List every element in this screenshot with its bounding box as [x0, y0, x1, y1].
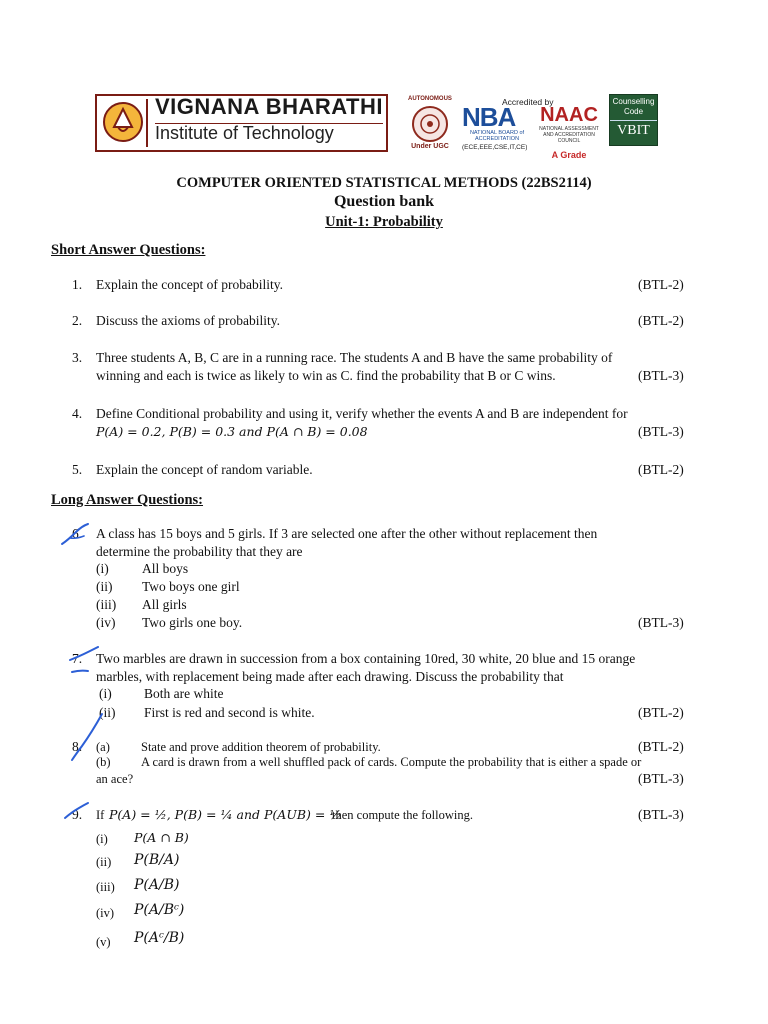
emblem-icon: [100, 99, 148, 147]
part-label: (b): [96, 755, 111, 769]
part-math: P(B/A): [134, 852, 180, 868]
btl-level: (BTL-3): [638, 424, 684, 439]
autonomous-badge: [404, 95, 456, 151]
btl-level: (BTL-3): [638, 368, 684, 383]
institute-subtitle: Institute of Technology: [155, 123, 334, 143]
institute-logo: [95, 94, 388, 152]
institute-name: VIGNANA BHARATHI: [155, 94, 383, 119]
part-label: (iv): [96, 906, 115, 920]
counselling-code: VBIT: [610, 120, 657, 139]
part-math: P(A/B): [134, 877, 180, 893]
question-text: Discuss the axioms of probability.: [96, 313, 280, 328]
question-number: 3.: [72, 350, 83, 365]
accredited-by: Accredited by: [502, 97, 554, 107]
btl-level: (BTL-2): [638, 739, 684, 754]
question-math: P(A) = ½, P(B) = ¼ and P(AUB) = ½: [109, 807, 342, 822]
question-bank-title: Question bank: [333, 193, 435, 210]
question-math: P(A) = 0.2, P(B) = 0.3 and P(A ∩ B) = 0.08: [96, 424, 368, 439]
btl-level: (BTL-3): [638, 615, 684, 630]
part-text: First is red and second is white.: [144, 705, 315, 720]
counselling-line1: Counselling: [612, 97, 655, 106]
naac-logo: [534, 104, 604, 164]
question-text: Explain the concept of probability.: [96, 277, 283, 292]
part-math: P(A ∩ B): [134, 830, 189, 845]
question-text: Three students A, B, C are in a running race. The students A and B have the same probability of: [96, 350, 613, 365]
part-math: P(A/Bᶜ): [134, 902, 185, 918]
question-text-line2: winning and each is twice as likely to win as C. find the probability that B or C wins.: [96, 368, 556, 383]
pen-mark-q9-icon: [62, 800, 92, 824]
part-text: Two girls one boy.: [142, 615, 243, 630]
part-label: (a): [96, 740, 110, 754]
nba-logo: [462, 104, 532, 152]
question-number: 9.: [72, 807, 83, 822]
btl-level: (BTL-2): [638, 462, 684, 477]
part-text-line2: an ace?: [96, 772, 134, 786]
question-intro-rest: then compute the following.: [332, 808, 473, 822]
short-answer-heading: Short Answer Questions:: [51, 242, 206, 258]
counselling-line2: Code: [623, 107, 644, 116]
btl-level: (BTL-2): [638, 313, 684, 328]
naac-fullname: NATIONAL ASSESSMENT AND ACCREDITATION COUNCIL: [539, 126, 599, 144]
question-number: 8.: [72, 739, 83, 754]
part-label: (i): [99, 686, 112, 701]
course-title: COMPUTER ORIENTED STATISTICAL METHODS (22BS2114): [176, 175, 592, 191]
btl-level: (BTL-3): [638, 807, 684, 822]
part-text: Two boys one girl: [142, 579, 240, 594]
question-text: Two marbles are drawn in succession from a box containing 10red, 30 white, 20 blue and 15 orange: [96, 651, 636, 666]
nba-mark: NBA: [462, 102, 516, 132]
part-label: (i): [96, 832, 108, 846]
question-number: 5.: [72, 462, 83, 477]
part-text: A card is drawn from a well shuffled pack of cards. Compute the probability that is either a spade or: [141, 755, 642, 769]
question-text: Explain the concept of random variable.: [96, 462, 313, 477]
part-label: (i): [96, 561, 109, 576]
naac-mark: NAAC: [540, 104, 598, 126]
part-text: All girls: [142, 597, 187, 612]
nba-fullname: NATIONAL BOARD of ACCREDITATION: [469, 130, 525, 142]
part-label: (iii): [96, 597, 117, 612]
btl-level: (BTL-2): [638, 705, 684, 720]
counselling-code-badge: [609, 94, 658, 146]
long-answer-heading: Long Answer Questions:: [51, 492, 204, 508]
question-text: A class has 15 boys and 5 girls. If 3 are selected one after the other without replacement then: [96, 526, 598, 541]
part-text: Both are white: [144, 686, 224, 701]
pen-mark-q7-icon: [66, 646, 102, 676]
question-number: 2.: [72, 313, 83, 328]
unit-title: Unit-1: Probability: [325, 214, 443, 230]
question-number: 7.: [72, 651, 83, 666]
btl-level: (BTL-2): [638, 277, 684, 292]
naac-grade: A Grade: [551, 150, 587, 160]
nba-courses: (ECE,EEE,CSE,IT,CE): [462, 144, 528, 151]
under-ugc-label: Under UGC: [411, 143, 449, 150]
part-label: (v): [96, 935, 111, 949]
autonomous-label: AUTONOMOUS: [408, 96, 452, 102]
part-label: (ii): [96, 579, 113, 594]
question-text-line2: marbles, with replacement being made after each drawing. Discuss the probability that: [96, 669, 564, 684]
ugc-seal-icon: [410, 105, 450, 143]
part-label: (ii): [96, 855, 112, 869]
part-label: (ii): [99, 705, 116, 720]
question-text-line2: determine the probability that they are: [96, 544, 303, 559]
question-intro: If: [96, 808, 105, 822]
part-text: All boys: [142, 561, 189, 576]
btl-level: (BTL-3): [638, 771, 684, 786]
pen-mark-q8-icon: [66, 712, 106, 764]
part-label: (iv): [96, 615, 116, 630]
pen-mark-q6-icon: [58, 522, 94, 548]
question-text: Define Conditional probability and using it, verify whether the events A and B are independent for: [96, 406, 628, 421]
part-text: State and prove addition theorem of probability.: [141, 740, 381, 754]
part-math: P(Aᶜ/B): [134, 930, 185, 946]
question-number: 6.: [72, 526, 83, 541]
question-number: 4.: [72, 406, 83, 421]
question-number: 1.: [72, 277, 83, 292]
part-label: (iii): [96, 880, 115, 894]
